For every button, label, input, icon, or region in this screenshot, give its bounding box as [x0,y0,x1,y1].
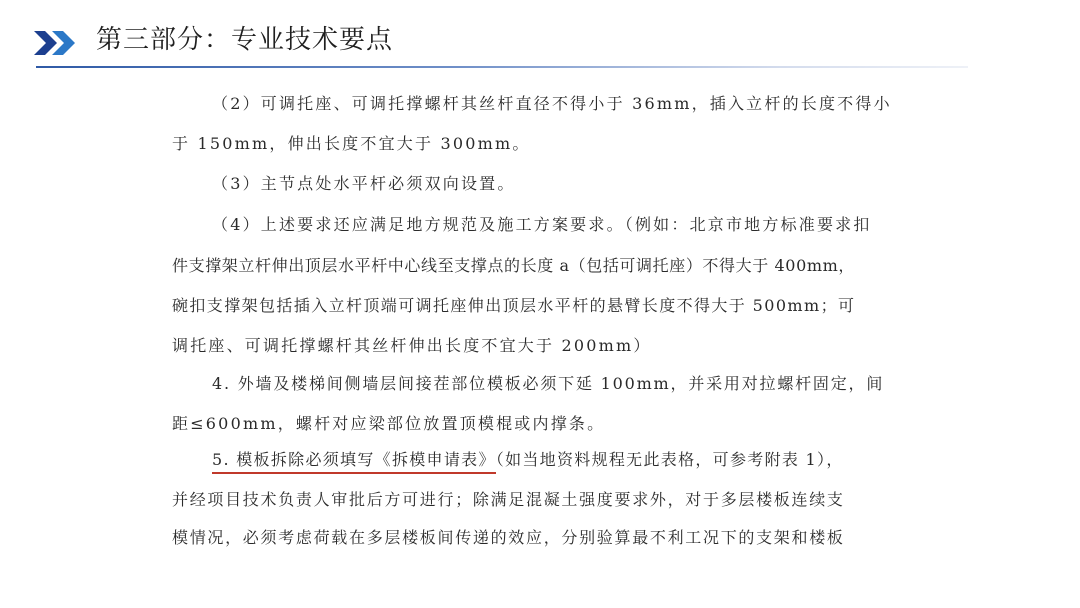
document-scan [172,92,952,562]
doc-line: （4）上述要求还应满足地方规范及施工方案要求。（例如：北京市地方标准要求扣 [212,215,872,234]
underlined-text: 5. 模板拆除必须填写《拆模申请表》 [212,450,496,474]
doc-line: 4. 外墙及楼梯间侧墙层间接茬部位模板必须下延 100mm，并采用对拉螺杆固定，间 [212,374,885,393]
doc-line: （3）主节点处水平杆必须双向设置。 [212,174,516,193]
doc-line: 碗扣支撑架包括插入立杆顶端可调托座伸出顶层水平杆的悬臂长度不得大于 500mm；可 [172,296,856,315]
doc-line-underlined [212,448,844,472]
doc-line: 模情况，必须考虑荷载在多层楼板间传递的效应，分别验算最不利工况下的支架和楼板 [172,528,845,547]
doc-line-tail: （如当地资料规程无此表格，可参考附表 1）， [495,450,844,469]
slide-header [0,0,1080,70]
doc-line: 于 150mm，伸出长度不宜大于 300mm。 [172,134,531,153]
doc-line: 调托座、可调托撑螺杆其丝杆伸出长度不宜大于 200mm） [172,336,652,355]
header-divider [36,66,968,68]
doc-line: 距≤600mm，螺杆对应梁部位放置顶模棍或内撑条。 [172,414,606,433]
doc-line: （2）可调托座、可调托撑螺杆其丝杆直径不得小于 36mm，插入立杆的长度不得小 [212,94,892,113]
doc-line: 并经项目技术负责人审批后方可进行；除满足混凝土强度要求外，对于多层楼板连续支 [172,490,845,509]
doc-line: 件支撑架立杆伸出顶层水平杆中心线至支撑点的长度 a（包括可调托座）不得大于 400mm， [172,256,855,275]
slide-title: 第三部分：专业技术要点 [96,25,394,55]
double-chevron-right-icon [34,31,84,55]
